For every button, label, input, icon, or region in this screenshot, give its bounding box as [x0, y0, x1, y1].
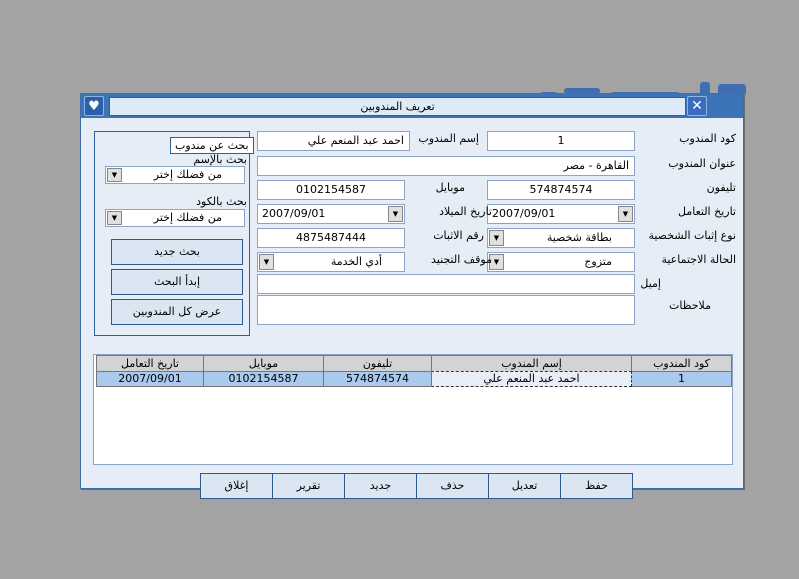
mobile-field[interactable]: 0102154587: [257, 180, 405, 200]
table-cell-dealing-date[interactable]: 2007/09/01: [96, 371, 204, 387]
table-cell-code[interactable]: 1: [631, 371, 732, 387]
close-button[interactable]: إغلاق: [200, 473, 273, 499]
new-button[interactable]: جديد: [344, 473, 417, 499]
search-by-name-value: من فضلك إختر: [153, 168, 222, 181]
chevron-down-icon[interactable]: ▼: [259, 254, 274, 270]
name-label: إسم المندوب: [418, 132, 479, 145]
column-header-dealing-date[interactable]: تاريخ التعامل: [96, 355, 204, 372]
address-field[interactable]: القاهرة - مصر: [257, 156, 635, 176]
chevron-down-icon[interactable]: ▼: [489, 230, 504, 246]
search-group: [94, 131, 250, 336]
column-header-name[interactable]: إسم المندوب: [431, 355, 632, 372]
mobile-label: موبايل: [435, 181, 465, 194]
birth-date-picker[interactable]: [257, 204, 405, 224]
window-title: تعريف المندوبين: [109, 97, 686, 116]
close-icon[interactable]: ✕: [687, 96, 707, 116]
edit-button[interactable]: تعديل: [488, 473, 561, 499]
birth-date-value: 2007/09/01: [262, 207, 326, 220]
search-by-code-label: بحث بالكود: [196, 195, 247, 208]
military-label: موقف التجنيد: [431, 253, 492, 266]
dealing-date-picker[interactable]: [487, 204, 635, 224]
chevron-down-icon[interactable]: ▼: [107, 168, 122, 182]
address-label: عنوان المندوب: [668, 157, 736, 170]
search-by-name-select[interactable]: [105, 166, 245, 184]
code-label: كود المندوب: [679, 132, 736, 145]
birth-date-label: تاريخ الميلاد: [439, 205, 492, 218]
representatives-table[interactable]: [93, 354, 733, 465]
table-cell-name[interactable]: احمد عبد المنعم علي: [431, 371, 632, 387]
search-by-code-value: من فضلك إختر: [153, 211, 222, 224]
notes-label: ملاحظات: [669, 299, 711, 312]
representatives-window: [80, 93, 744, 492]
marital-select[interactable]: [487, 252, 635, 272]
phone-field[interactable]: 574874574: [487, 180, 635, 200]
id-type-label: نوع إثبات الشخصية: [648, 229, 736, 242]
search-group-title: بحث عن مندوب: [170, 137, 254, 154]
new-search-button[interactable]: بحث جديد: [111, 239, 243, 265]
id-number-label: رقم الاثبات: [433, 229, 484, 242]
table-cell-mobile[interactable]: 0102154587: [203, 371, 324, 387]
id-number-field[interactable]: 4875487444: [257, 228, 405, 248]
chevron-down-icon[interactable]: ▼: [489, 254, 504, 270]
email-label: إميل: [640, 277, 661, 290]
show-all-representatives-button[interactable]: عرض كل المندوبين: [111, 299, 243, 325]
table-cell-phone[interactable]: 574874574: [323, 371, 432, 387]
search-by-code-select[interactable]: [105, 209, 245, 227]
chevron-down-icon[interactable]: ▼: [388, 206, 403, 222]
military-select[interactable]: [257, 252, 405, 272]
column-header-code[interactable]: كود المندوب: [631, 355, 732, 372]
phone-label: تليفون: [706, 181, 736, 194]
email-field[interactable]: [257, 274, 635, 294]
military-value: أدي الخدمة: [330, 255, 382, 268]
form-area: [81, 118, 743, 492]
notes-field[interactable]: [257, 295, 635, 325]
dealing-date-value: 2007/09/01: [492, 207, 556, 220]
marital-value: متزوج: [584, 255, 612, 268]
dealing-date-label: تاريخ التعامل: [678, 205, 736, 218]
save-button[interactable]: حفظ: [560, 473, 633, 499]
id-type-value: بطاقة شخصية: [546, 231, 612, 244]
column-header-mobile[interactable]: موبايل: [203, 355, 324, 372]
chevron-down-icon[interactable]: ▼: [618, 206, 633, 222]
start-search-button[interactable]: إبدأ البحث: [111, 269, 243, 295]
id-type-select[interactable]: [487, 228, 635, 248]
report-button[interactable]: تقرير: [272, 473, 345, 499]
search-by-name-label: بحث بالإسم: [193, 153, 247, 166]
marital-label: الحالة الاجتماعية: [661, 253, 736, 266]
name-field[interactable]: احمد عبد المنعم علي: [257, 131, 410, 151]
title-bar: [81, 94, 743, 118]
code-field[interactable]: 1: [487, 131, 635, 151]
heart-icon[interactable]: ♥: [84, 96, 104, 116]
chevron-down-icon[interactable]: ▼: [107, 211, 122, 225]
column-header-phone[interactable]: تليفون: [323, 355, 432, 372]
delete-button[interactable]: حذف: [416, 473, 489, 499]
